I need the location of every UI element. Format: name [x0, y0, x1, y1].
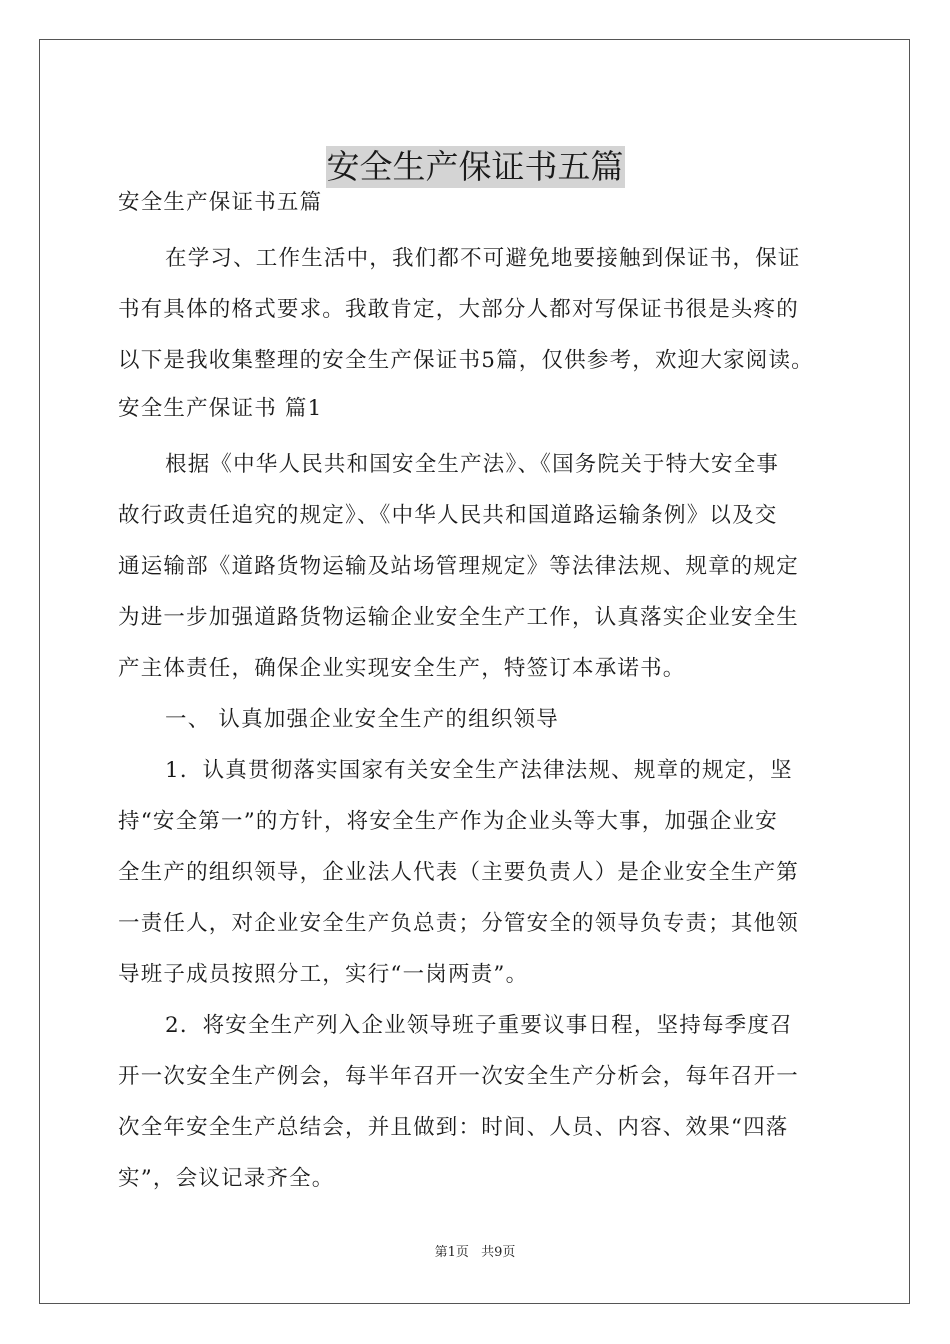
paragraph-line: 持“安全第一”的方针，将安全生产作为企业头等大事，加强企业安: [118, 809, 778, 834]
paragraph-line: 故行政责任追究的规定》、《中华人民共和国道路运输条例》以及交: [118, 503, 778, 528]
document-title: 安全生产保证书五篇: [326, 147, 624, 187]
section-heading: 安全生产保证书 篇1: [118, 396, 323, 421]
page-number: 第1页: [434, 1245, 469, 1260]
paragraph-line: 导班子成员按照分工，实行“一岗两责”。: [118, 962, 529, 987]
paragraph-line: 实”，会议记录齐全。: [118, 1166, 335, 1191]
paragraph-line: 全生产的组织领导，企业法人代表（主要负责人）是企业安全生产第: [118, 860, 800, 885]
paragraph-line: 开一次安全生产例会，每半年召开一次安全生产分析会，每年召开一: [118, 1064, 800, 1089]
paragraph-line: 以下是我收集整理的安全生产保证书5篇，仅供参考，欢迎大家阅读。: [118, 348, 814, 373]
paragraph-line: 书有具体的格式要求。我敢肯定，大部分人都对写保证书很是头疼的: [118, 297, 800, 322]
paragraph-line: 2．将安全生产列入企业领导班子重要议事日程，坚持每季度召: [165, 1013, 793, 1038]
paragraph-line: 在学习、工作生活中，我们都不可避免地要接触到保证书，保证: [165, 246, 801, 271]
page-total: 共9页: [481, 1245, 516, 1260]
subtitle-line: 安全生产保证书五篇: [118, 190, 323, 215]
document-body: [118, 180, 838, 1204]
paragraph-line: 次全年安全生产总结会，并且做到：时间、人员、内容、效果“四落: [118, 1115, 789, 1140]
paragraph-line: 产主体责任，确保企业实现安全生产，特签订本承诺书。: [118, 656, 686, 681]
paragraph-line: 1．认真贯彻落实国家有关安全生产法律法规、规章的规定，坚: [165, 758, 793, 783]
paragraph-line: 根据《中华人民共和国安全生产法》、《国务院关于特大安全事: [165, 452, 780, 477]
paragraph-line: 通运输部《道路货物运输及站场管理规定》等法律法规、规章的规定: [118, 554, 800, 579]
paragraph-line: 一责任人，对企业安全生产负总责；分管安全的领导负专责；其他领: [118, 911, 800, 936]
page-footer: [0, 1244, 950, 1262]
paragraph-line: 为进一步加强道路货物运输企业安全生产工作，认真落实企业安全生: [118, 605, 800, 630]
subsection-heading: 一、 认真加强企业安全生产的组织领导: [165, 707, 559, 732]
